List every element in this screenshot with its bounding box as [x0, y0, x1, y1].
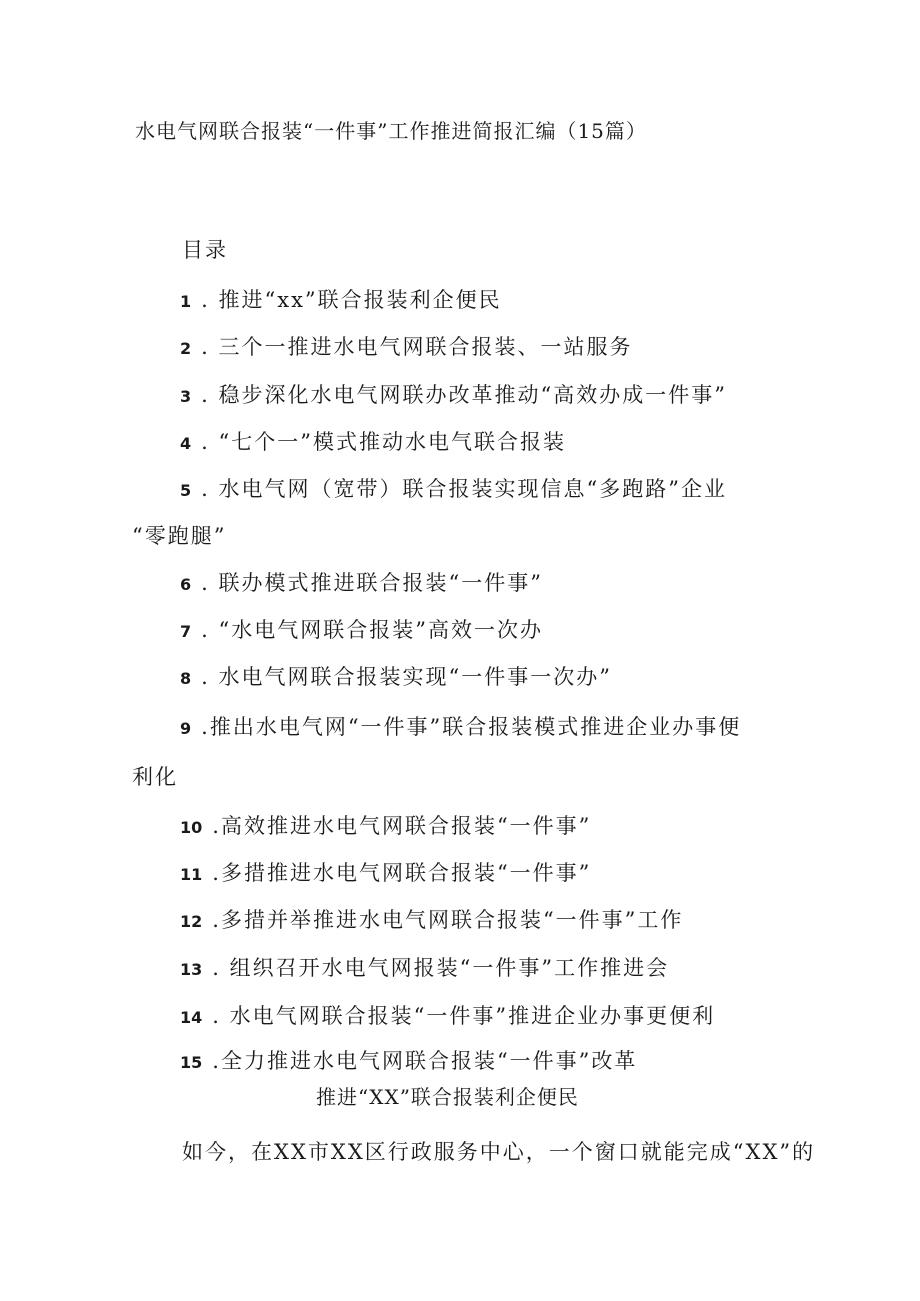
toc-item[interactable]: [180, 285, 502, 317]
toc-item[interactable]: [180, 568, 543, 600]
toc-item-number: 9: [180, 719, 192, 738]
toc-item-text: .推出水电气网“一件事”联合报装模式推进企业办事便: [201, 715, 742, 739]
toc-item-text: .多措推进水电气网联合报装“一件事”: [212, 861, 592, 885]
toc-item-number: 5: [180, 481, 192, 500]
toc-item[interactable]: [180, 858, 591, 890]
toc-item[interactable]: [180, 380, 727, 412]
toc-item-continuation: “零跑腿”: [132, 524, 227, 548]
toc-item[interactable]: [180, 427, 566, 459]
toc-item-text: . 水电气网（宽带）联合报装实现信息“多跑路”企业: [201, 477, 727, 501]
toc-item-text: . 水电气网联合报装实现“一件事一次办”: [201, 665, 612, 689]
toc-item-number: 14: [180, 1008, 203, 1027]
toc-item[interactable]: [180, 662, 612, 694]
toc-item-text: . 联办模式推进联合报装“一件事”: [201, 571, 543, 595]
section-title: 推进“XX”联合报装利企便民: [316, 1085, 579, 1109]
toc-item-number: 3: [180, 387, 192, 406]
toc-item[interactable]: [180, 332, 633, 364]
toc-item[interactable]: [180, 1001, 715, 1033]
toc-item-number: 4: [180, 434, 192, 453]
toc-item-number: 12: [180, 912, 203, 931]
toc-item[interactable]: [180, 953, 669, 985]
toc-item-number: 1: [180, 292, 192, 311]
toc-item-text: . 水电气网联合报装“一件事”推进企业办事更便利: [212, 1004, 716, 1028]
toc-item[interactable]: [180, 811, 591, 843]
toc-item-number: 13: [180, 960, 203, 979]
toc-item-number: 6: [180, 575, 192, 594]
toc-item-text: .高效推进水电气网联合报装“一件事”: [212, 814, 592, 838]
document-title: 水电气网联合报装“一件事”工作推进简报汇编（15篇）: [135, 119, 647, 143]
toc-heading: 目录: [182, 238, 228, 262]
toc-item-text: .多措并举推进水电气网联合报装“一件事”工作: [212, 908, 684, 932]
toc-item-number: 11: [180, 865, 203, 884]
toc-item[interactable]: [180, 712, 741, 744]
toc-item-number: 10: [180, 818, 203, 837]
body-paragraph: 如今，在XX市XX区行政服务中心，一个窗口就能完成“XX”的: [182, 1140, 816, 1164]
toc-item[interactable]: [180, 615, 543, 647]
toc-item-text: .全力推进水电气网联合报装“一件事”改革: [212, 1049, 638, 1073]
toc-item-text: . 稳步深化水电气网联办改革推动“高效办成一件事”: [201, 383, 727, 407]
toc-item-text: . “七个一”模式推动水电气联合报装: [201, 430, 566, 454]
toc-item[interactable]: [180, 474, 727, 506]
toc-item-number: 7: [180, 622, 192, 641]
toc-item-text: . 组织召开水电气网报装“一件事”工作推进会: [212, 956, 670, 980]
toc-item[interactable]: [180, 1046, 637, 1078]
toc-item-text: . 三个一推进水电气网联合报装、一站服务: [201, 335, 633, 359]
toc-item-number: 8: [180, 669, 192, 688]
toc-item-text: . “水电气网联合报装”高效一次办: [201, 618, 543, 642]
toc-item-number: 2: [180, 339, 192, 358]
toc-item[interactable]: [180, 905, 683, 937]
toc-item-continuation: 利化: [132, 765, 178, 789]
toc-item-number: 15: [180, 1053, 203, 1072]
toc-item-text: . 推进“xx”联合报装利企便民: [201, 288, 502, 312]
